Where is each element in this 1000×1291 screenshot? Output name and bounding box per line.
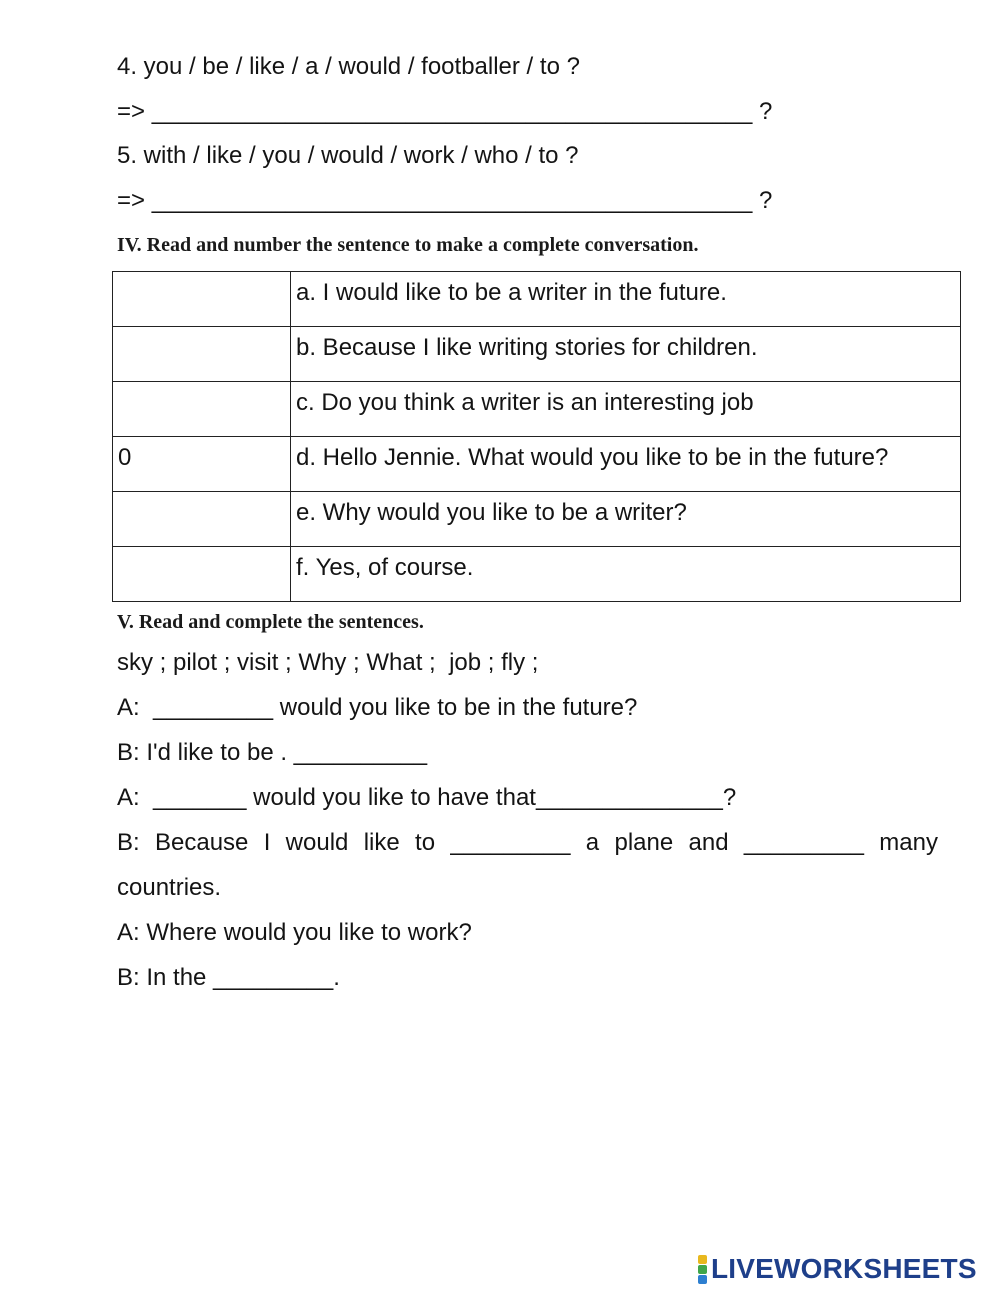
question-5: 5. with / like / you / would / work / who / to ? — [117, 142, 579, 169]
number-cell[interactable] — [113, 382, 291, 437]
number-cell: 0 — [113, 437, 291, 492]
dialogue-line[interactable]: A: _________ would you like to be in the future? — [117, 694, 638, 721]
section-5-heading: V. Read and complete the sentences. — [117, 611, 424, 633]
dialogue-line: A: Where would you like to work? — [117, 919, 472, 946]
sentence-cell: f. Yes, of course. — [291, 547, 961, 602]
table-row — [113, 272, 961, 327]
number-cell[interactable] — [113, 272, 291, 327]
table-row — [113, 382, 961, 437]
question-4-answer-line[interactable]: => _____________________________________________ ? — [117, 98, 773, 125]
number-cell[interactable] — [113, 547, 291, 602]
liveworksheets-logo — [698, 1254, 977, 1284]
sentence-cell: d. Hello Jennie. What would you like to be in the future? — [291, 437, 961, 492]
number-cell[interactable] — [113, 327, 291, 382]
sentence-cell: b. Because I like writing stories for children. — [291, 327, 961, 382]
dialogue-line[interactable]: B: I'd like to be . __________ — [117, 739, 428, 766]
conversation-table — [112, 271, 961, 602]
word-bank: sky ; pilot ; visit ; Why ; What ; job ; fly ; — [117, 649, 539, 676]
sentence-cell: c. Do you think a writer is an interesting job — [291, 382, 961, 437]
dialogue-line[interactable]: B: In the _________. — [117, 964, 340, 991]
sentence-cell: e. Why would you like to be a writer? — [291, 492, 961, 547]
brand-name: LIVEWORKSHEETS — [711, 1253, 977, 1284]
dialogue-line-continuation: countries. — [117, 874, 222, 901]
table-row — [113, 492, 961, 547]
table-row — [113, 547, 961, 602]
number-cell[interactable] — [113, 492, 291, 547]
section-4-heading: IV. Read and number the sentence to make a complete conversation. — [117, 234, 699, 256]
question-4: 4. you / be / like / a / would / footballer / to ? — [117, 53, 580, 80]
question-5-answer-line[interactable]: => _____________________________________________ ? — [117, 187, 773, 214]
dialogue-line[interactable]: A: _______ would you like to have that______________? — [117, 784, 737, 811]
table-row — [113, 437, 961, 492]
dialogue-line[interactable]: B: Because I would like to _________ a plane and _________ many — [117, 829, 938, 856]
table-row — [113, 327, 961, 382]
sentence-cell: a. I would like to be a writer in the future. — [291, 272, 961, 327]
logo-blocks-icon — [698, 1255, 707, 1284]
